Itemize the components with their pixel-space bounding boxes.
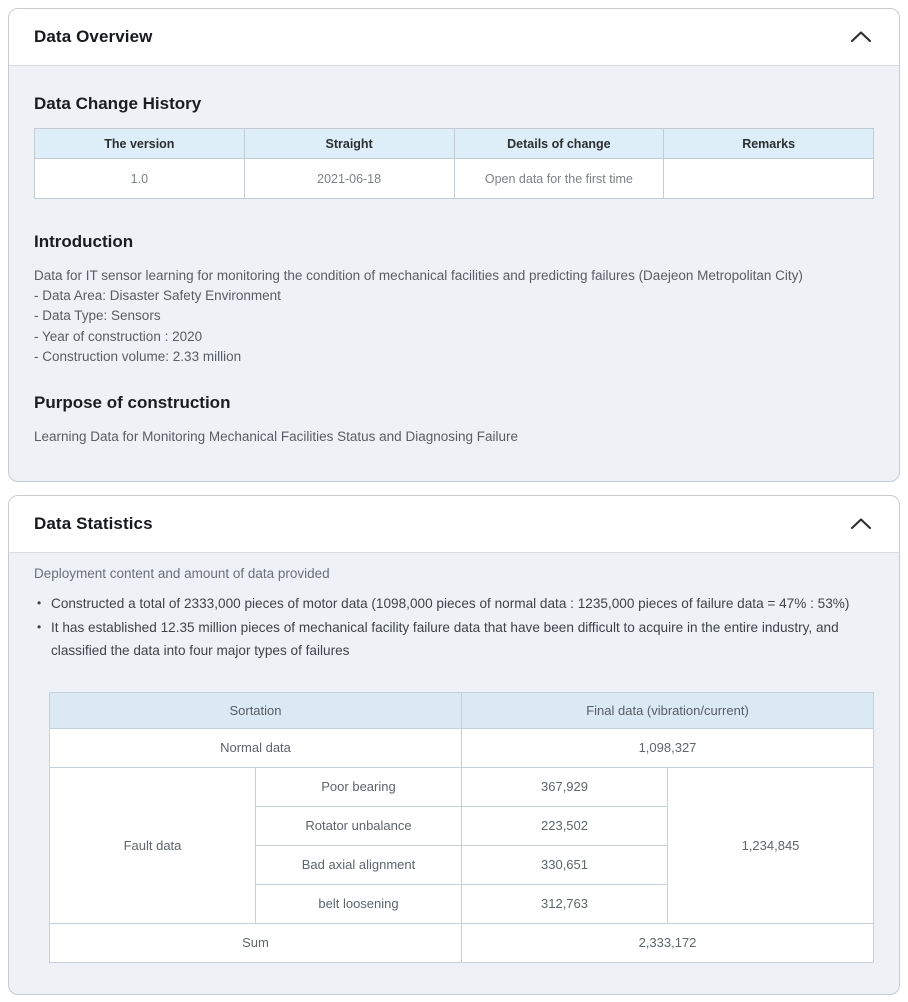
statistics-table — [49, 692, 874, 963]
sum-value: 2,333,172 — [462, 923, 874, 962]
fault-value: 312,763 — [462, 884, 668, 923]
history-col-remarks: Remarks — [664, 129, 874, 159]
statistics-bullet-list — [34, 592, 874, 663]
history-cell-straight: 2021-06-18 — [244, 159, 454, 199]
fault-type: Bad axial alignment — [256, 845, 462, 884]
fault-value: 330,651 — [462, 845, 668, 884]
history-cell-remarks — [664, 159, 874, 199]
data-statistics-body — [9, 553, 899, 994]
statistics-bullet: • Constructed a total of 2333,000 pieces of motor data (1098,000 pieces of normal data : 1235,000 pieces of failure data = 47% : 53%) — [34, 592, 874, 616]
normal-data-label: Normal data — [50, 728, 462, 767]
data-overview-body — [9, 66, 899, 481]
introduction-heading: Introduction — [34, 232, 134, 251]
history-data-row — [35, 159, 874, 199]
data-statistics-panel — [8, 495, 900, 995]
stats-header-row — [50, 692, 874, 728]
fault-value: 367,929 — [462, 767, 668, 806]
introduction-line: - Data Area: Disaster Safety Environment — [34, 288, 281, 304]
statistics-bullet: • It has established 12.35 million pieces of mechanical facility failure data that have been difficult to acquire in the entire industry, and classified the data into four major types of failures — [34, 616, 874, 663]
data-statistics-panel-header[interactable] — [9, 496, 899, 553]
introduction-text — [34, 266, 874, 367]
history-cell-version: 1.0 — [35, 159, 245, 199]
history-header-row — [35, 129, 874, 159]
fault-type: belt loosening — [256, 884, 462, 923]
data-overview-panel — [8, 8, 900, 482]
introduction-line: Data for IT sensor learning for monitoring the condition of mechanical facilities and predicting failures (Daejeon Metropolitan City) — [34, 268, 803, 283]
stats-col-sortation: Sortation — [50, 692, 462, 728]
introduction-line: - Data Type: Sensors — [34, 308, 161, 324]
history-col-straight: Straight — [244, 129, 454, 159]
stats-normal-row — [50, 728, 874, 767]
normal-data-value: 1,098,327 — [462, 728, 874, 767]
fault-data-label: Fault data — [50, 767, 256, 923]
history-col-details: Details of change — [454, 129, 664, 159]
stats-sum-row — [50, 923, 874, 962]
data-overview-title: Data Overview — [34, 27, 153, 46]
introduction-line: - Construction volume: 2.33 million — [34, 348, 242, 364]
stats-col-final-data: Final data (vibration/current) — [462, 692, 874, 728]
data-change-history-heading: Data Change History — [34, 94, 202, 113]
chevron-up-icon[interactable] — [848, 29, 874, 45]
statistics-subtitle: Deployment content and amount of data provided — [34, 566, 330, 582]
fault-type: Rotator unbalance — [256, 806, 462, 845]
sum-label: Sum — [50, 923, 462, 962]
history-cell-details: Open data for the first time — [454, 159, 664, 199]
data-statistics-title: Data Statistics — [34, 514, 153, 534]
fault-value: 223,502 — [462, 806, 668, 845]
data-overview-panel-header[interactable] — [9, 9, 899, 66]
purpose-text: Learning Data for Monitoring Mechanical Facilities Status and Diagnosing Failure — [34, 429, 519, 445]
purpose-heading: Purpose of construction — [34, 393, 231, 413]
history-col-version: The version — [35, 129, 245, 159]
stats-fault-row — [50, 767, 874, 806]
fault-data-total: 1,234,845 — [668, 767, 874, 923]
fault-type: Poor bearing — [256, 767, 462, 806]
chevron-up-icon[interactable] — [848, 516, 874, 532]
introduction-line: - Year of construction : 2020 — [34, 328, 203, 344]
data-change-history-table — [34, 128, 874, 199]
